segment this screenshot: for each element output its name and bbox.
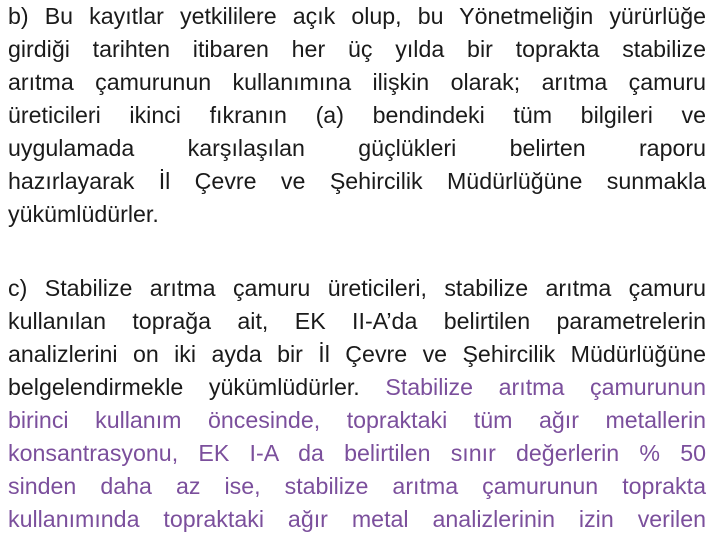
paragraph-b-line-2: girdiği tarihten itibaren her üç yılda bir toprakta stabilize (8, 36, 706, 62)
paragraph-b-line-7: yükümlüdürler. (8, 201, 159, 227)
paragraph-b-line-4: üreticileri ikinci fıkranın (a) bendindeki tüm bilgileri ve (8, 102, 706, 128)
paragraph-b-line-3: arıtma çamurunun kullanımına ilişkin olarak; arıtma çamuru (8, 69, 706, 95)
highlighted-line-1: birinci kullanım öncesinde, topraktaki tüm ağır metallerin (8, 407, 706, 433)
paragraph-c-line-3: analizlerini on iki ayda bir İl Çevre ve Şehircilik Müdürlüğüne (8, 341, 706, 367)
paragraph-c-line-2: kullanılan toprağa ait, EK II-A’da belirtilen parametrelerin (8, 308, 706, 334)
highlighted-text-start: Stabilize arıtma çamurunun (385, 374, 706, 400)
paragraph-c-line-4-text: belgelendirmekle yükümlüdürler. (8, 374, 386, 400)
highlighted-line-2: konsantrasyonu, EK I-A da belirtilen sınır değerlerin % 50 (8, 440, 706, 466)
paragraph-b-line-6: hazırlayarak İl Çevre ve Şehircilik Müdürlüğüne sunmakla (8, 168, 706, 194)
paragraph-b-line-1: b) Bu kayıtlar yetkililere açık olup, bu Yönetmeliğin yürürlüğe (8, 3, 706, 29)
highlighted-line-4: kullanımında topraktaki ağır metal analizlerinin izin verilen (8, 506, 706, 532)
highlighted-line-3: sinden daha az ise, stabilize arıtma çamurunun toprakta (8, 473, 706, 499)
paragraph-c-line-4 (8, 371, 706, 403)
paragraph-b-line-5: uygulamada karşılaşılan güçlükleri belirten raporu (8, 135, 706, 161)
paragraph-c-line-1: c) Stabilize arıtma çamuru üreticileri, stabilize arıtma çamuru (8, 275, 706, 301)
